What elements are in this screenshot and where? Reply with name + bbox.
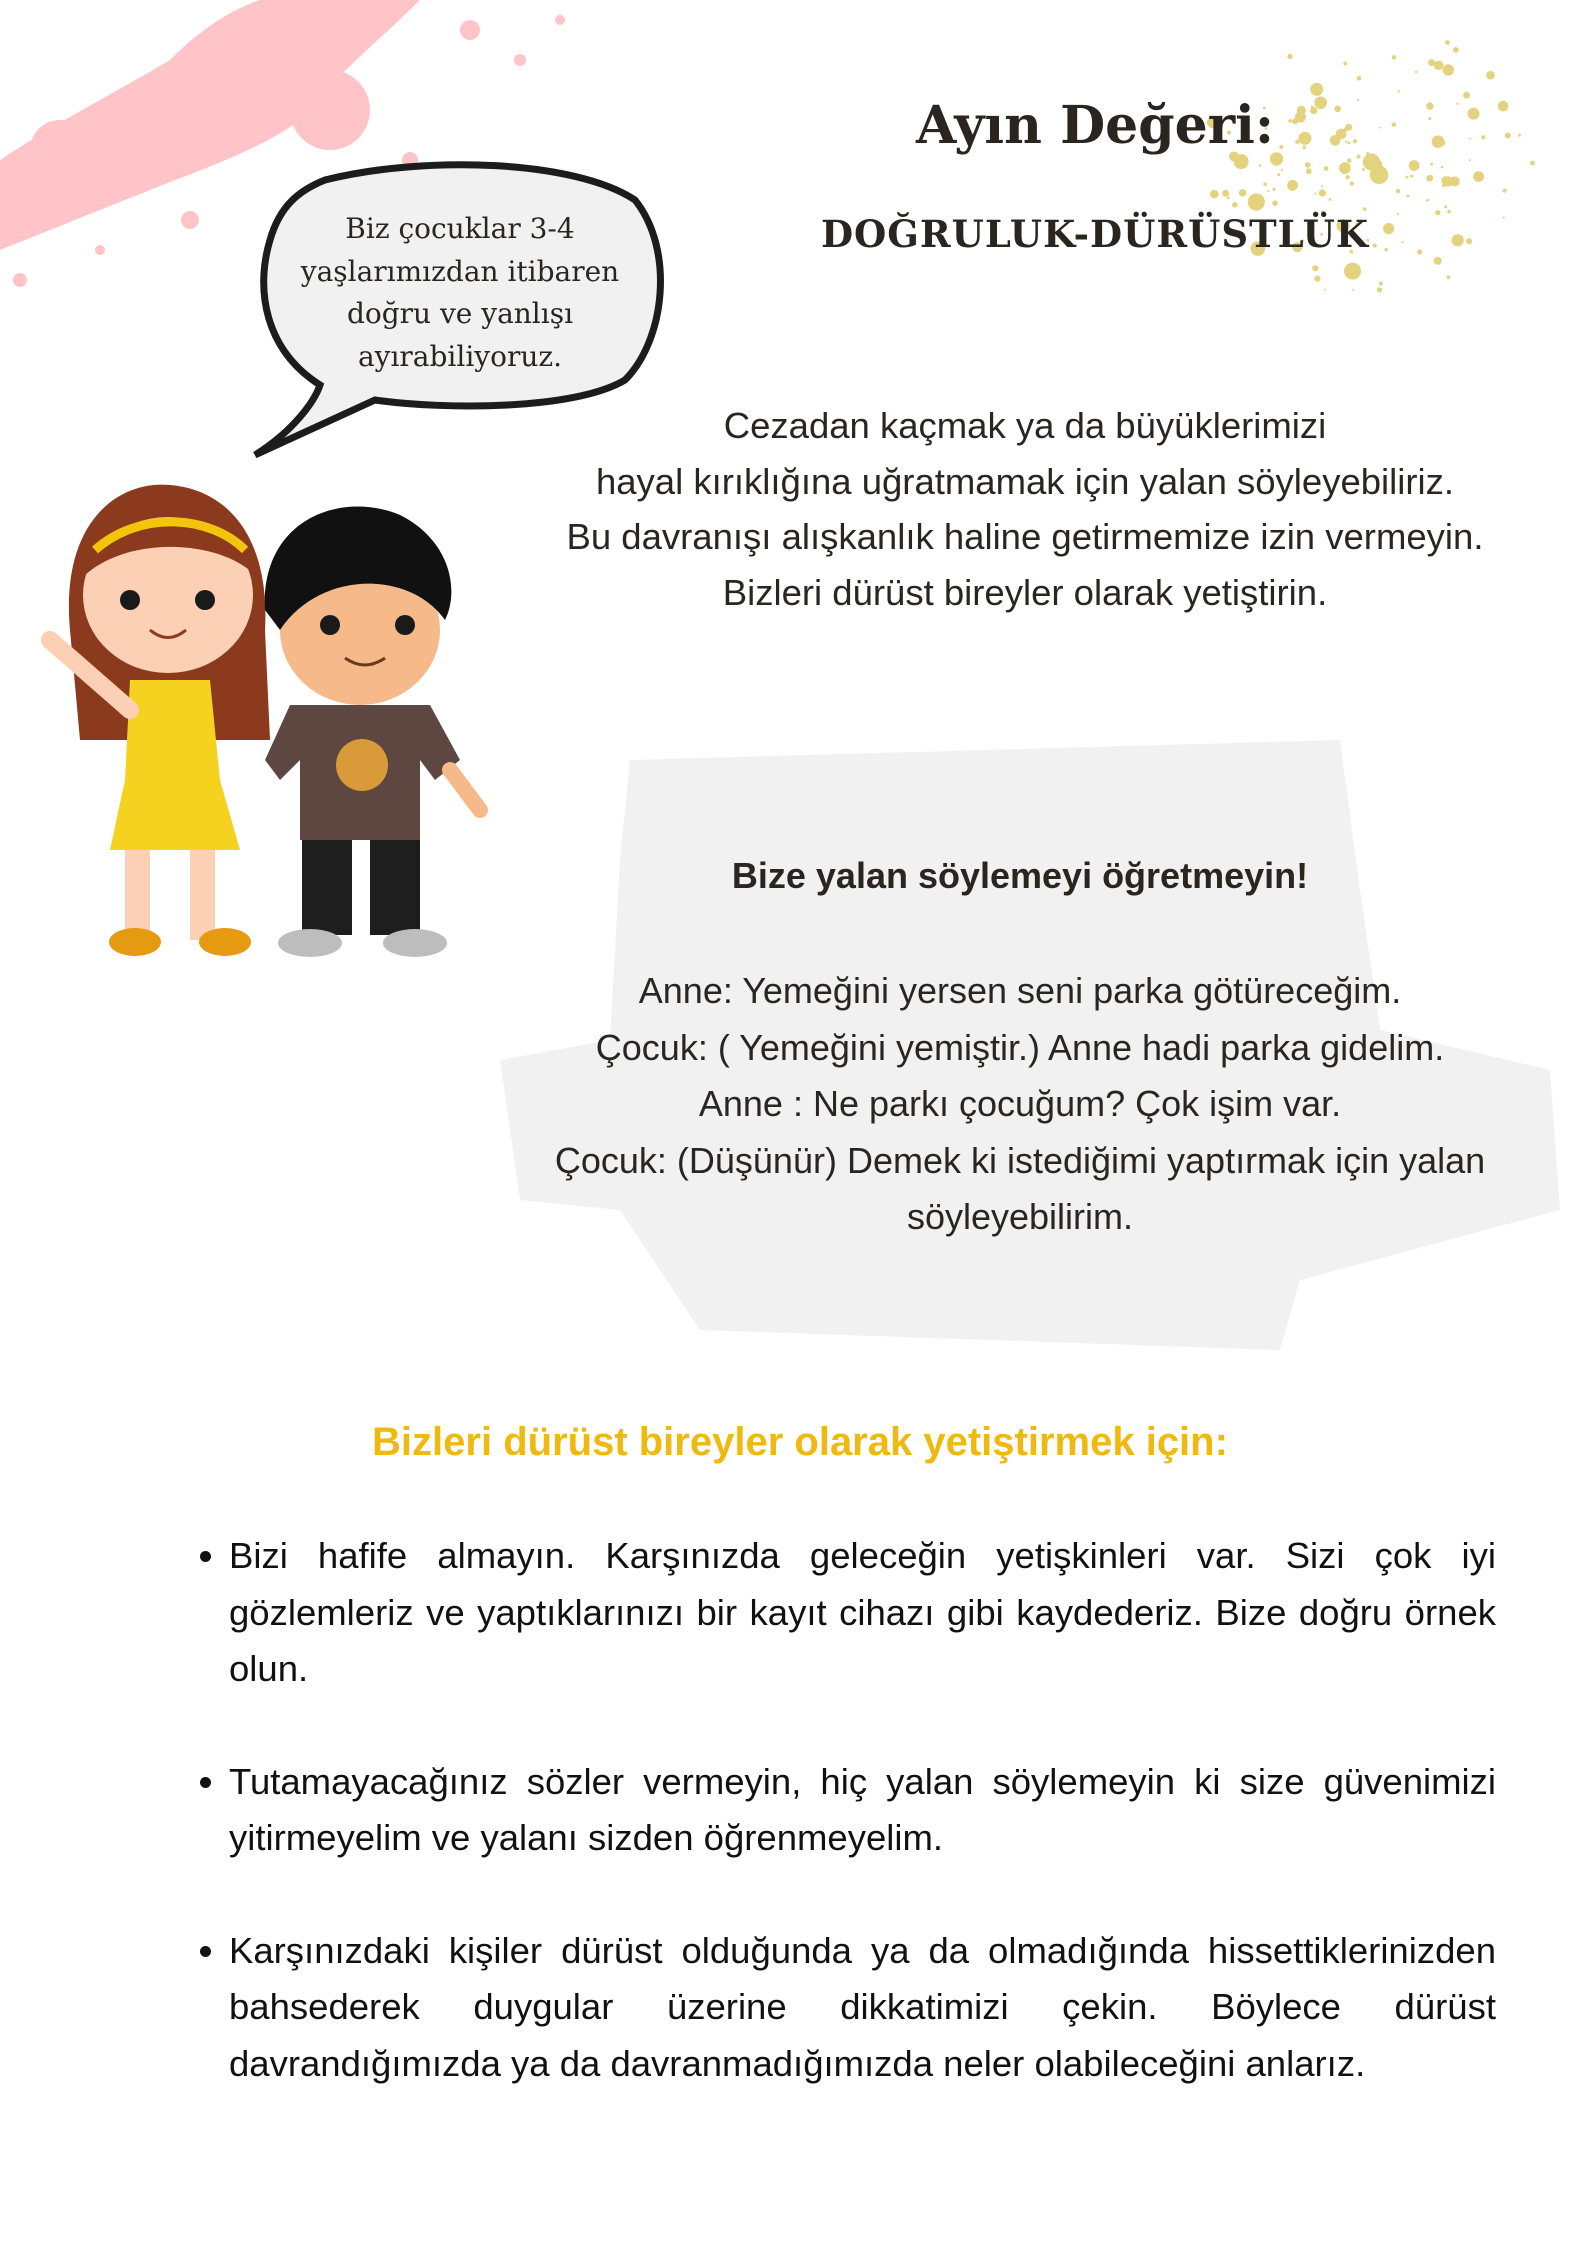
gold-dot <box>1287 54 1292 59</box>
gold-dot <box>1446 275 1450 279</box>
gold-dot <box>1357 76 1362 81</box>
gold-dot <box>1363 207 1367 211</box>
bubble-line: Biz çocuklar 3-4 <box>345 212 575 245</box>
gold-dot <box>1392 55 1397 60</box>
gold-dot <box>1409 160 1420 171</box>
gold-dot <box>1434 61 1443 70</box>
gold-dot <box>1248 193 1265 210</box>
dialogue-line: Çocuk: (Düşünür) Demek ki istediğimi yaptırmak için yalan <box>554 1139 1486 1181</box>
gold-dot <box>1441 176 1449 184</box>
dialogue-line: Çocuk: ( Yemeğini yemiştir.) Anne hadi parka gidelim. <box>595 1026 1445 1068</box>
gold-dot <box>1263 182 1267 186</box>
gold-dot <box>1379 282 1383 286</box>
gold-dot <box>1469 159 1471 161</box>
gold-dot <box>1434 257 1442 265</box>
gold-dot <box>1347 158 1351 162</box>
gold-dot <box>1344 263 1361 280</box>
gold-dot <box>1314 193 1316 195</box>
dialogue <box>480 963 1560 1246</box>
gold-dot <box>1444 205 1447 208</box>
gold-dot <box>1362 168 1365 171</box>
gold-dot <box>1502 189 1506 193</box>
gold-dot <box>1267 190 1269 192</box>
tips-list <box>195 1528 1496 2148</box>
gold-dot <box>1503 216 1505 218</box>
gold-dot <box>1319 189 1326 196</box>
gold-dot <box>1281 169 1283 171</box>
gold-dot <box>1277 173 1280 176</box>
gold-dot <box>1210 190 1219 199</box>
bubble-line: yaşlarımızdan itibaren <box>300 254 620 288</box>
intro-paragraph <box>500 398 1550 620</box>
gold-dot <box>1445 40 1450 45</box>
gold-dot <box>1324 166 1329 171</box>
speech-bubble-text <box>280 208 640 378</box>
intro-line: Bizleri dürüst bireyler olarak yetiştirin. <box>722 571 1328 613</box>
gold-dot <box>1530 161 1535 166</box>
gold-dot <box>1426 175 1433 182</box>
gold-dot <box>1441 166 1444 169</box>
gold-dot <box>1272 188 1275 191</box>
gold-dot <box>1396 189 1400 193</box>
tip-item: • Tutamayacağınız sözler vermeyin, hiç yalan söylemeyin ki size güvenimizi yitirmeyelim ve yalanı sizden öğrenmeyelim. <box>229 1754 1496 1867</box>
gold-dot <box>1473 171 1484 182</box>
gold-dot <box>1222 190 1229 197</box>
children-illustration <box>40 480 490 975</box>
gold-dot <box>1406 176 1409 179</box>
gold-dot <box>1239 189 1247 197</box>
gold-dot <box>1350 181 1354 185</box>
gold-dot <box>1430 163 1433 166</box>
gold-dot <box>1227 196 1230 199</box>
gold-dot <box>1486 71 1495 80</box>
gold-dot <box>1259 164 1262 167</box>
gold-dot <box>1287 180 1298 191</box>
gold-dot <box>1346 175 1350 179</box>
gold-dot <box>1518 134 1521 137</box>
intro-line: Cezadan kaçmak ya da büyüklerimizi <box>723 405 1327 446</box>
gold-dot <box>1343 62 1347 66</box>
intro-line: hayal kırıklığına uğratmamak için yalan söyleyebiliriz. <box>595 460 1455 502</box>
gold-dot <box>1410 175 1413 178</box>
gold-dot <box>1232 202 1238 208</box>
gold-dot <box>1329 198 1332 201</box>
bubble-line: ayırabiliyoruz. <box>357 339 563 373</box>
gold-dot <box>1310 83 1323 96</box>
gold-dot <box>1505 133 1511 139</box>
quote-title: Bize yalan söylemeyi öğretmeyin! <box>731 855 1309 896</box>
gold-dot <box>1370 158 1374 162</box>
tip-item: • Karşınızdaki kişiler dürüst olduğunda ya da olmadığında hissettiklerinizden bahsederek duygular üzerine dikkatimizi çekin. Böylece dürüst davrandığımızda ya da davranmadığımızda neler olabileceğini anlarız. <box>229 1923 1496 2093</box>
gold-dot <box>1314 275 1320 281</box>
gold-dot <box>1453 47 1459 53</box>
gold-dot <box>1324 289 1326 291</box>
gold-dot <box>1443 64 1454 75</box>
gold-dot <box>1272 200 1277 205</box>
intro-line: Bu davranışı alışkanlık haline getirmemize izin vermeyin. <box>566 516 1484 557</box>
gold-dot <box>1377 287 1382 292</box>
gold-dot <box>1426 199 1429 202</box>
gold-dot <box>1407 194 1410 197</box>
gold-dot <box>1312 265 1318 271</box>
gold-dot <box>1305 162 1311 168</box>
value-name: DOĞRULUK-DÜRÜSTLÜK <box>820 212 1370 256</box>
tips-heading: Bizleri dürüst bireyler olarak yetiştirmek için: <box>372 1420 1228 1464</box>
gold-dot <box>1415 70 1418 73</box>
gold-dot <box>1398 90 1400 92</box>
gold-dot <box>1321 185 1323 187</box>
bubble-line: doğru ve yanlışı <box>346 297 574 330</box>
tip-item: • Bizi hafife almayın. Karşınızda geleceğin yetişkinleri var. Sizi çok iyi gözlemleriz ve yaptıklarınızı bir kayıt cihazı gibi kaydederiz. Bize doğru örnek olun. <box>229 1528 1496 1698</box>
gold-dot <box>1352 289 1354 291</box>
page-title: Ayın Değeri: <box>915 95 1275 156</box>
gold-dot <box>1252 204 1255 207</box>
dialogue-line: Anne : Ne parkı çocuğum? Çok işim var. <box>698 1083 1342 1124</box>
gold-dot <box>1306 168 1312 174</box>
dialogue-line: söyleyebilirim. <box>906 1196 1134 1237</box>
gold-dot <box>1339 162 1351 174</box>
gold-paint-splash <box>1180 20 1540 310</box>
dialogue-line: Anne: Yemeğini yersen seni parka götüreceğim. <box>638 970 1402 1011</box>
gold-dot <box>1498 101 1509 112</box>
